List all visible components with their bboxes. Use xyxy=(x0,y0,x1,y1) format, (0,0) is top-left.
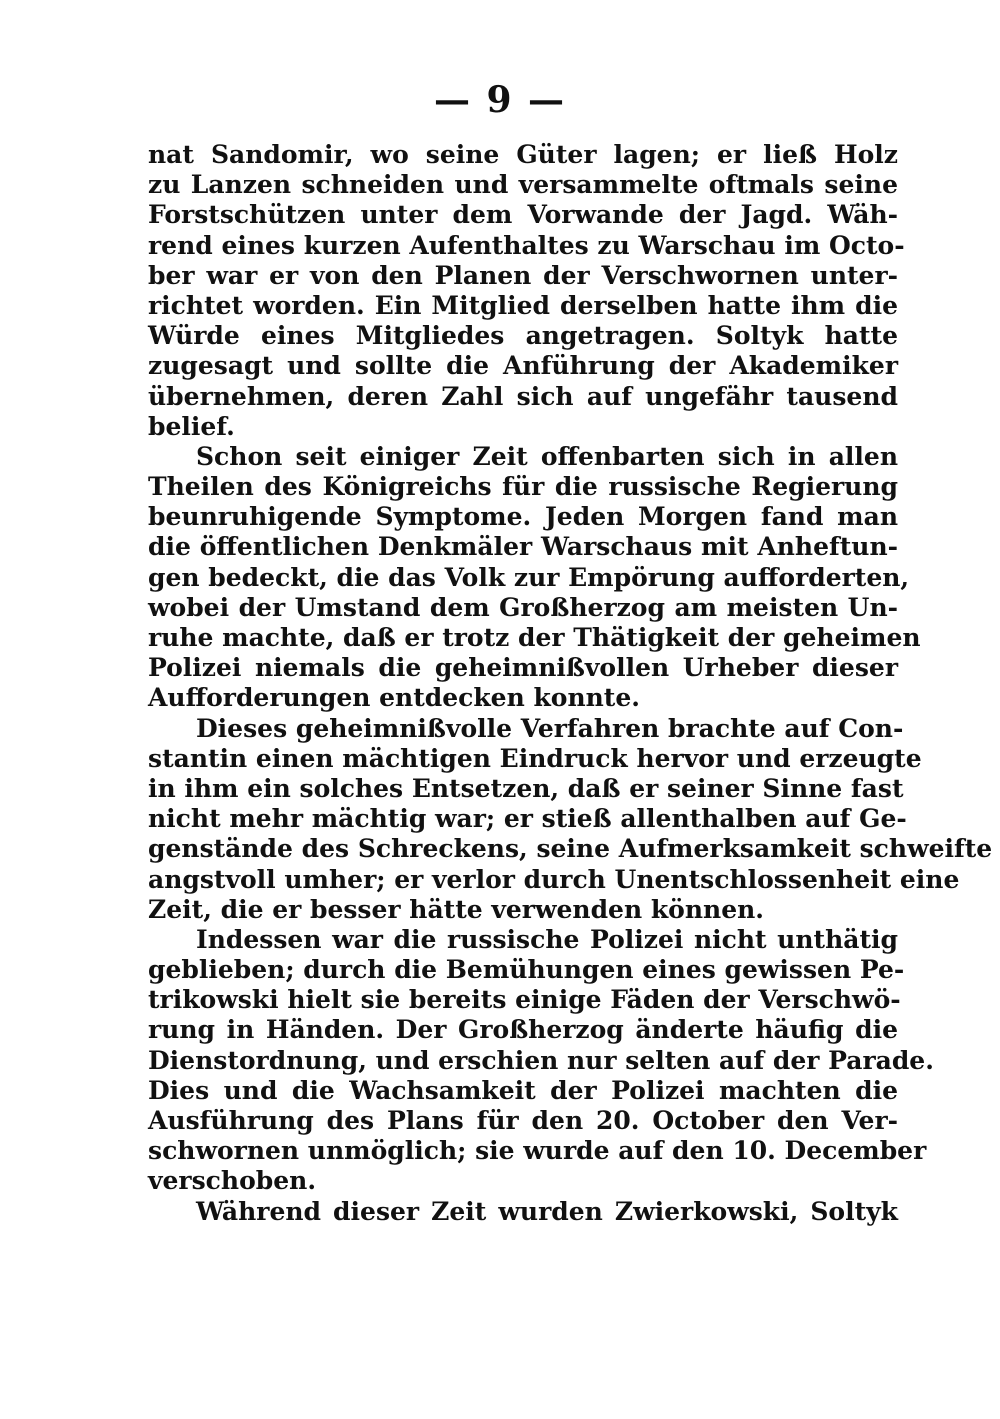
text-line: rend eines kurzen Aufenthaltes zu Warschau im Octo- xyxy=(148,230,905,260)
text-line: Theilen des Königreichs für die russische Regierung xyxy=(148,472,898,502)
text-line: wobei der Umstand dem Großherzog am meisten Un- xyxy=(148,592,898,622)
text-line: angstvoll umher; er verlor durch Unentschlossenheit eine xyxy=(148,864,960,894)
text-line: Dienstordnung, und erschien nur selten auf der Parade. xyxy=(148,1045,934,1075)
text-line: in ihm ein solches Entsetzen, daß er seiner Sinne fast xyxy=(148,773,904,803)
text-line: Dies und die Wachsamkeit der Polizei machten die xyxy=(148,1075,898,1105)
text-line: zugesagt und sollte die Anführung der Akademiker xyxy=(148,351,898,381)
text-line: gen bedeckt, die das Volk zur Empörung aufforderten, xyxy=(148,562,910,592)
text-line: nat Sandomir, wo seine Güter lagen; er ließ Holz xyxy=(148,140,898,169)
text-line: rung in Händen. Der Großherzog änderte häufig die xyxy=(148,1015,898,1045)
text-line: richtet worden. Ein Mitglied derselben hatte ihm die xyxy=(148,290,898,320)
text-line: die öffentlichen Denkmäler Warschaus mit Anheftun- xyxy=(148,532,898,562)
text-line: ber war er von den Planen der Verschwornen unter- xyxy=(148,260,898,290)
text-line: Indessen war die russische Polizei nicht unthätig xyxy=(196,924,898,954)
text-line: Würde eines Mitgliedes angetragen. Soltyk hatte xyxy=(148,321,898,351)
text-line: Zeit, die er besser hätte verwenden können. xyxy=(148,894,764,924)
text-line: Dieses geheimnißvolle Verfahren brachte auf Con- xyxy=(196,713,904,743)
text-line: belief. xyxy=(148,411,235,441)
text-line: übernehmen, deren Zahl sich auf ungefähr tausend xyxy=(148,381,898,411)
text-line: geblieben; durch die Bemühungen eines gewissen Pe- xyxy=(148,955,905,985)
text-line: schwornen unmöglich; sie wurde auf den 10. December xyxy=(148,1136,927,1166)
text-line: Während dieser Zeit wurden Zwierkowski, Soltyk xyxy=(196,1196,898,1226)
body-text xyxy=(148,140,993,1227)
text-line: ruhe machte, daß er trotz der Thätigkeit der geheimen xyxy=(148,623,921,652)
text-line: zu Lanzen schneiden und versammelte oftmals seine xyxy=(148,170,898,200)
text-line: stantin einen mächtigen Eindruck hervor und erzeugte xyxy=(148,743,922,773)
text-line: trikowski hielt sie bereits einige Fäden der Verschwö- xyxy=(148,985,901,1015)
text-line: genstände des Schreckens, seine Aufmerksamkeit schweifte xyxy=(148,834,993,864)
page-number-header: — 9 — xyxy=(433,79,567,121)
text-line: Ausführung des Plans für den 20. October den Ver- xyxy=(148,1106,898,1135)
text-line: Aufforderungen entdecken konnte. xyxy=(148,683,640,713)
text-line: Polizei niemals die geheimnißvollen Urheber dieser xyxy=(148,653,898,683)
text-line: Forstschützen unter dem Vorwande der Jagd. Wäh- xyxy=(148,200,898,230)
text-line: Schon seit einiger Zeit offenbarten sich in allen xyxy=(196,441,898,471)
text-line: nicht mehr mächtig war; er stieß allenthalben auf Ge- xyxy=(148,804,907,834)
text-line: beunruhigende Symptome. Jeden Morgen fand man xyxy=(148,502,898,532)
text-line: verschoben. xyxy=(148,1166,317,1196)
